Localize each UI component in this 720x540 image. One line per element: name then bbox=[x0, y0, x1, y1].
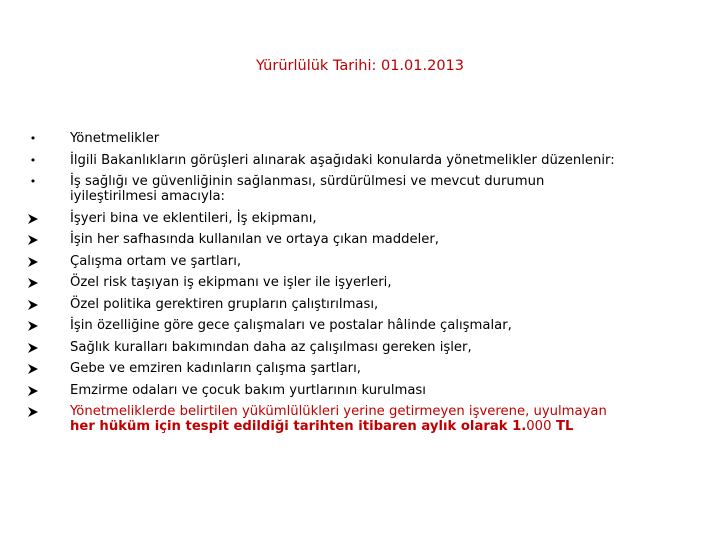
arrow-right-bullet-icon bbox=[27, 363, 39, 375]
arrow-right-bullet-icon bbox=[27, 277, 39, 289]
arrow-right-bullet-icon bbox=[27, 234, 39, 246]
arrow-right-bullet-icon bbox=[27, 385, 39, 397]
arrow-right-bullet-icon bbox=[27, 342, 39, 354]
arrow-right-bullet-icon bbox=[27, 299, 39, 311]
list-item bbox=[26, 380, 706, 402]
list-item-text: Çalışma ortam ve şartları, bbox=[70, 253, 242, 269]
list-item bbox=[26, 315, 706, 337]
penalty-text bbox=[70, 401, 706, 438]
list-item bbox=[26, 272, 706, 294]
list-item bbox=[26, 171, 706, 208]
list-item-text: İşin her safhasında kullanılan ve ortaya çıkan maddeler, bbox=[70, 232, 439, 247]
list-item-text: Yönetmelikler bbox=[70, 131, 160, 146]
list-item-text: İlgili Bakanlıkların görüşleri alınarak aşağıdaki konularda yönetmelikler düzenlenir: bbox=[70, 152, 615, 168]
list-item-text: Sağlık kuralları bakımından daha az çalışılması gereken işler, bbox=[70, 339, 472, 355]
list-item bbox=[26, 294, 706, 316]
list-item bbox=[26, 337, 706, 359]
list-item bbox=[26, 208, 706, 230]
list-item bbox=[26, 358, 706, 380]
list-item-text: Özel risk taşıyan iş ekipmanı ve işler ile işyerleri, bbox=[70, 275, 392, 290]
list-item bbox=[26, 251, 706, 273]
page-title: Yürürlülük Tarihi: 01.01.2013 bbox=[255, 58, 464, 74]
list-item-text: İş sağlığı ve güvenliğinin sağlanması, sürdürülmesi ve mevcut durumun iyileştirilmesi amacıyla: bbox=[70, 174, 545, 204]
arrow-right-bullet-icon bbox=[27, 320, 39, 332]
list-item-text: İşin özelliğine göre gece çalışmaları ve postalar hâlinde çalışmalar, bbox=[70, 318, 512, 333]
list-item bbox=[26, 150, 706, 172]
list-item-penalty bbox=[26, 401, 706, 438]
penalty-line-2-amount: 000 bbox=[526, 419, 552, 434]
penalty-line-2-currency: TL bbox=[551, 419, 574, 434]
arrow-right-bullet-icon bbox=[27, 406, 39, 418]
list-item-text: İşyeri bina ve eklentileri, İş ekipmanı, bbox=[70, 210, 317, 226]
list-item-text: Emzirme odaları ve çocuk bakım yurtlarının kurulması bbox=[70, 382, 426, 398]
bullet-dot-icon: • bbox=[29, 132, 37, 145]
list-item-text: Gebe ve emziren kadınların çalışma şartları, bbox=[70, 361, 361, 376]
list-item bbox=[26, 229, 706, 251]
bullet-dot-icon: • bbox=[29, 153, 37, 167]
list-item-text: Özel politika gerektiren grupların çalıştırılması, bbox=[70, 296, 379, 312]
arrow-right-bullet-icon bbox=[27, 213, 39, 225]
bullet-dot-icon: • bbox=[29, 175, 37, 188]
penalty-line-1: Yönetmeliklerde belirtilen yükümlülükleri yerine getirmeyen işverene, uyulmayan bbox=[70, 404, 607, 419]
content-list bbox=[26, 128, 706, 438]
penalty-line-2-bold: her hüküm için tespit edildiği tarihten itibaren aylık olarak 1. bbox=[70, 419, 527, 434]
arrow-right-bullet-icon bbox=[27, 256, 39, 268]
list-item bbox=[26, 128, 706, 150]
